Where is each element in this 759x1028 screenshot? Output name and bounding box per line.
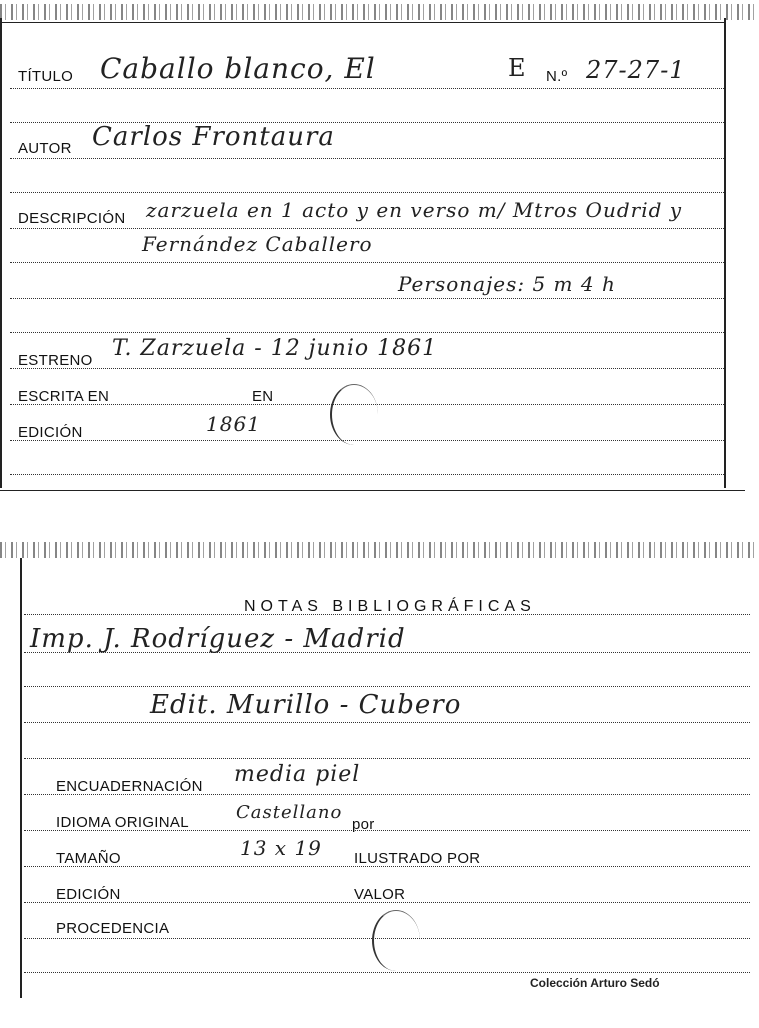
ilustrado-por-label: ILUSTRADO POR	[354, 850, 481, 867]
card-bottom-edge	[0, 490, 745, 491]
row-line	[24, 686, 750, 687]
notas-bibliograficas-title: NOTAS BIBLIOGRÁFICAS	[244, 598, 536, 615]
autor-label: AUTOR	[18, 140, 72, 157]
notes-line1: Imp. J. Rodríguez - Madrid	[30, 624, 406, 654]
idioma-original-label: IDIOMA ORIGINAL	[56, 814, 189, 831]
row-line	[10, 474, 724, 475]
descripcion-label: DESCRIPCIÓN	[18, 210, 126, 227]
procedencia-label: PROCEDENCIA	[56, 920, 170, 937]
numero-label: N.º	[546, 68, 568, 85]
escrita-en-label: ESCRITA EN	[18, 388, 110, 405]
card-top-edge	[0, 542, 759, 558]
autor-value: Carlos Frontaura	[92, 122, 335, 152]
encuadernacion-value: media piel	[234, 762, 361, 787]
card-left-border	[20, 558, 22, 998]
catalog-card-front	[0, 0, 759, 495]
catalog-card-back	[0, 540, 759, 1028]
descripcion-line1: zarzuela en 1 acto y en verso m/ Mtros Oudrid y	[146, 198, 683, 222]
edicion-label: EDICIÓN	[56, 886, 121, 903]
row-line	[10, 192, 724, 193]
encuadernacion-label: ENCUADERNACIÓN	[56, 778, 203, 795]
estreno-value: T. Zarzuela - 12 junio 1861	[112, 336, 438, 361]
row-line	[10, 262, 724, 263]
row-line	[10, 332, 724, 333]
punch-hole	[330, 384, 378, 445]
numero-value: 27-27-1	[586, 56, 686, 84]
row-line	[10, 228, 724, 229]
valor-label: VALOR	[354, 886, 406, 903]
row-line	[10, 440, 724, 441]
descripcion-line3: Personajes: 5 m 4 h	[398, 272, 616, 296]
row-line	[24, 972, 750, 973]
descripcion-line2: Fernández Caballero	[142, 232, 373, 256]
row-line	[10, 368, 724, 369]
card-left-border	[0, 18, 2, 488]
card-top-edge	[0, 4, 759, 20]
idioma-original-value: Castellano	[236, 802, 343, 823]
row-line	[10, 88, 724, 89]
titulo-value: Caballo blanco, El	[100, 52, 376, 85]
edicion-value: 1861	[206, 412, 261, 436]
notes-line2: Edit. Murillo - Cubero	[150, 690, 462, 720]
titulo-label: TÍTULO	[18, 68, 74, 85]
edicion-label: EDICIÓN	[18, 424, 83, 441]
row-line	[24, 722, 750, 723]
numero-prefix: E	[508, 54, 527, 82]
estreno-label: ESTRENO	[18, 352, 93, 369]
collection-footer: Colección Arturo Sedó	[530, 976, 660, 990]
tamano-value: 13 x 19	[240, 836, 322, 860]
por-label: por	[352, 816, 375, 833]
row-line	[0, 22, 724, 23]
row-line	[10, 158, 724, 159]
en-label: EN	[252, 388, 274, 405]
tamano-label: TAMAÑO	[56, 850, 121, 867]
row-line	[10, 298, 724, 299]
card-right-border	[724, 18, 726, 488]
punch-hole	[372, 910, 420, 971]
row-line	[24, 758, 750, 759]
